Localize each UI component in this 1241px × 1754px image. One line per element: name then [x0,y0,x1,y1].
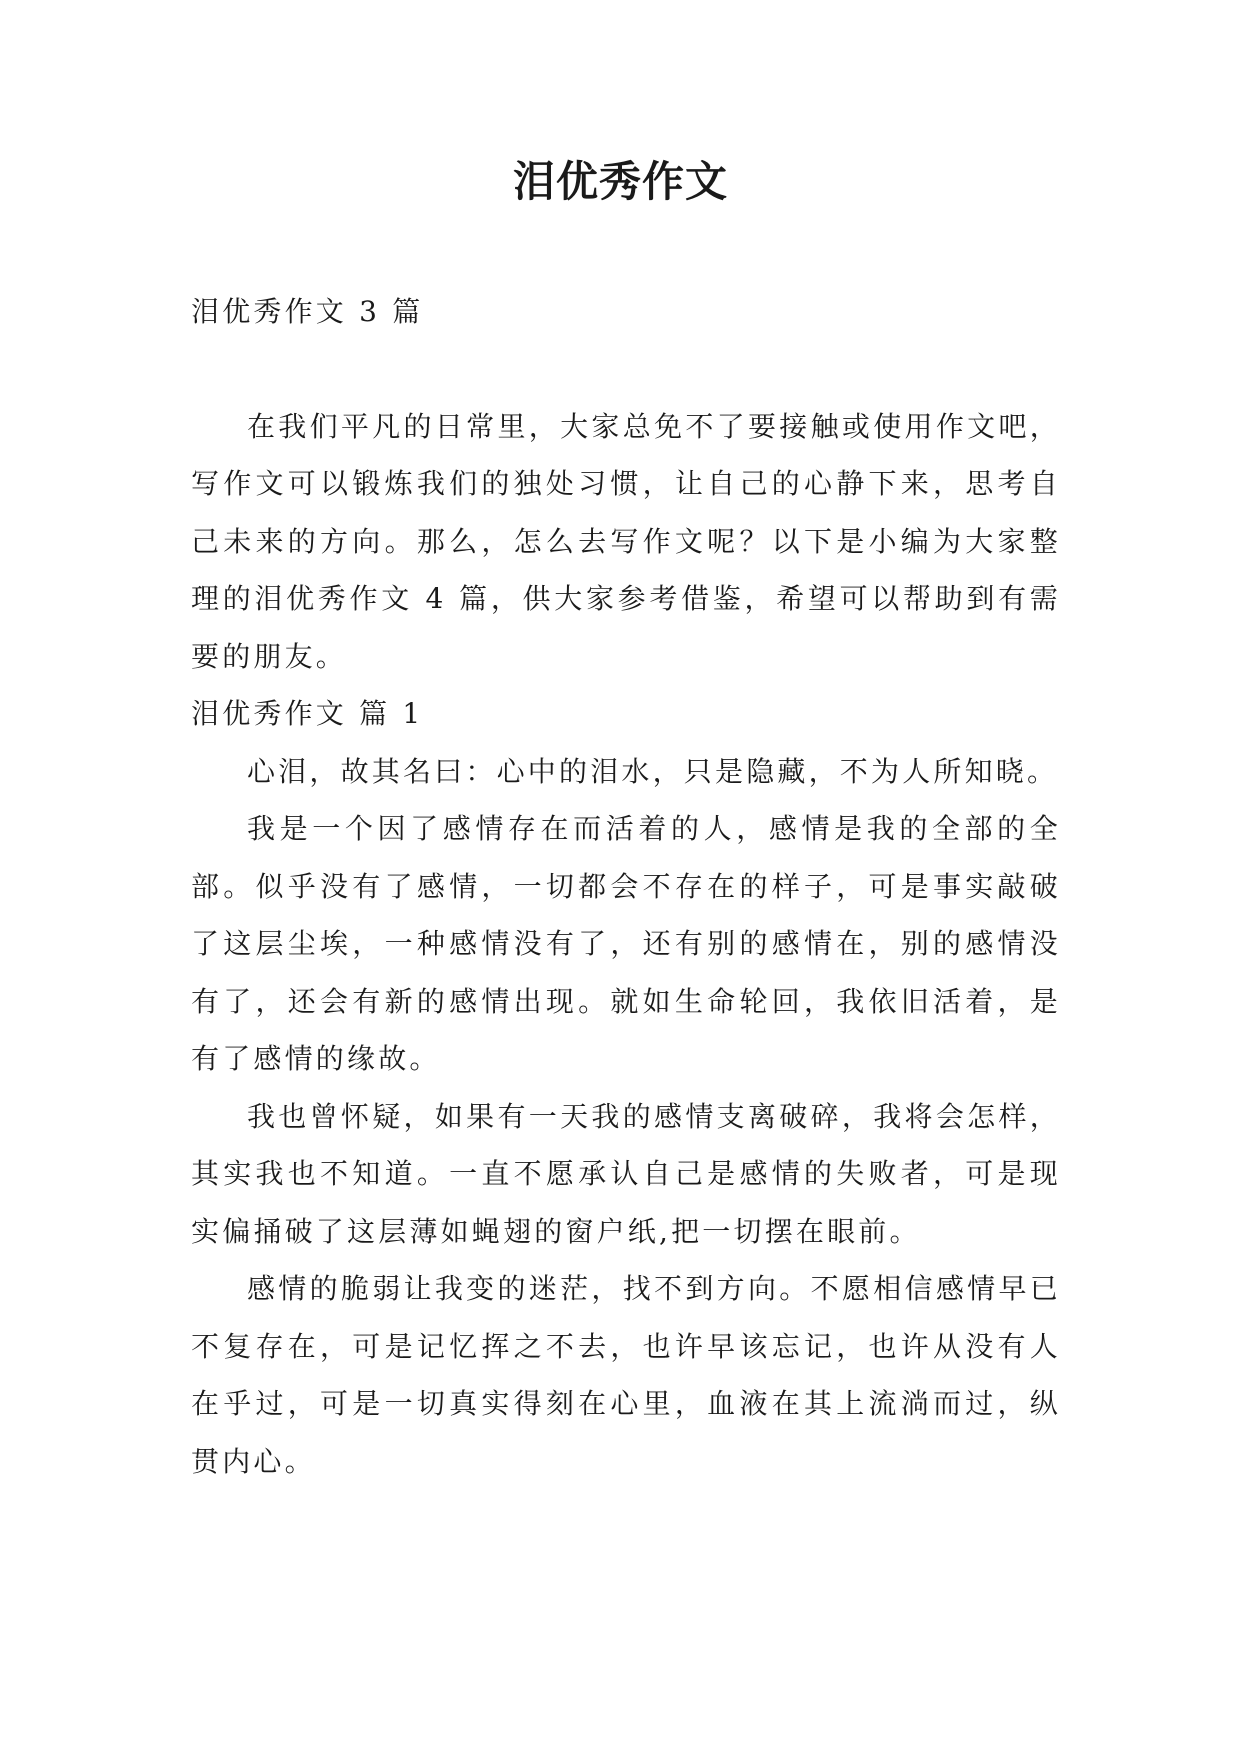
body-paragraph: 我也曾怀疑，如果有一天我的感情支离破碎，我将会怎样，其实我也不知道。一直不愿承认自己是感情的失败者，可是现实偏捅破了这层薄如蝇翅的窗户纸,把一切摆在眼前。 [191,1099,1061,1248]
body-paragraph: 感情的脆弱让我变的迷茫，找不到方向。不愿相信感情早已不复存在，可是记忆挥之不去，也许早该忘记，也许从没有人在乎过，可是一切真实得刻在心里，血液在其上流淌而过，纵贯内心。 [191,1272,1061,1478]
document-title: 泪优秀作文 [512,157,728,206]
body-paragraph: 我是一个因了感情存在而活着的人，感情是我的全部的全部。似乎没有了感情，一切都会不存在的样子，可是事实敲破了这层尘埃，一种感情没有了，还有别的感情在，别的感情没有了，还会有新的感情出现。就如生命轮回，我依旧活着，是有了感情的缘故。 [191,812,1061,1075]
document-subtitle: 泪优秀作文 3 篇 [191,295,424,328]
intro-paragraph: 在我们平凡的日常里，大家总免不了要接触或使用作文吧，写作文可以锻炼我们的独处习惯，让自己的心静下来，思考自己未来的方向。那么，怎么去写作文呢？以下是小编为大家整理的泪优秀作文 4 篇，供大家参考借鉴，希望可以帮助到有需要的朋友。 [191,409,1061,673]
document-body [191,283,1061,1490]
body-paragraph: 心泪，故其名曰：心中的泪水，只是隐藏，不为人所知晓。 [247,754,1059,788]
section-heading: 泪优秀作文 篇 1 [191,697,424,730]
